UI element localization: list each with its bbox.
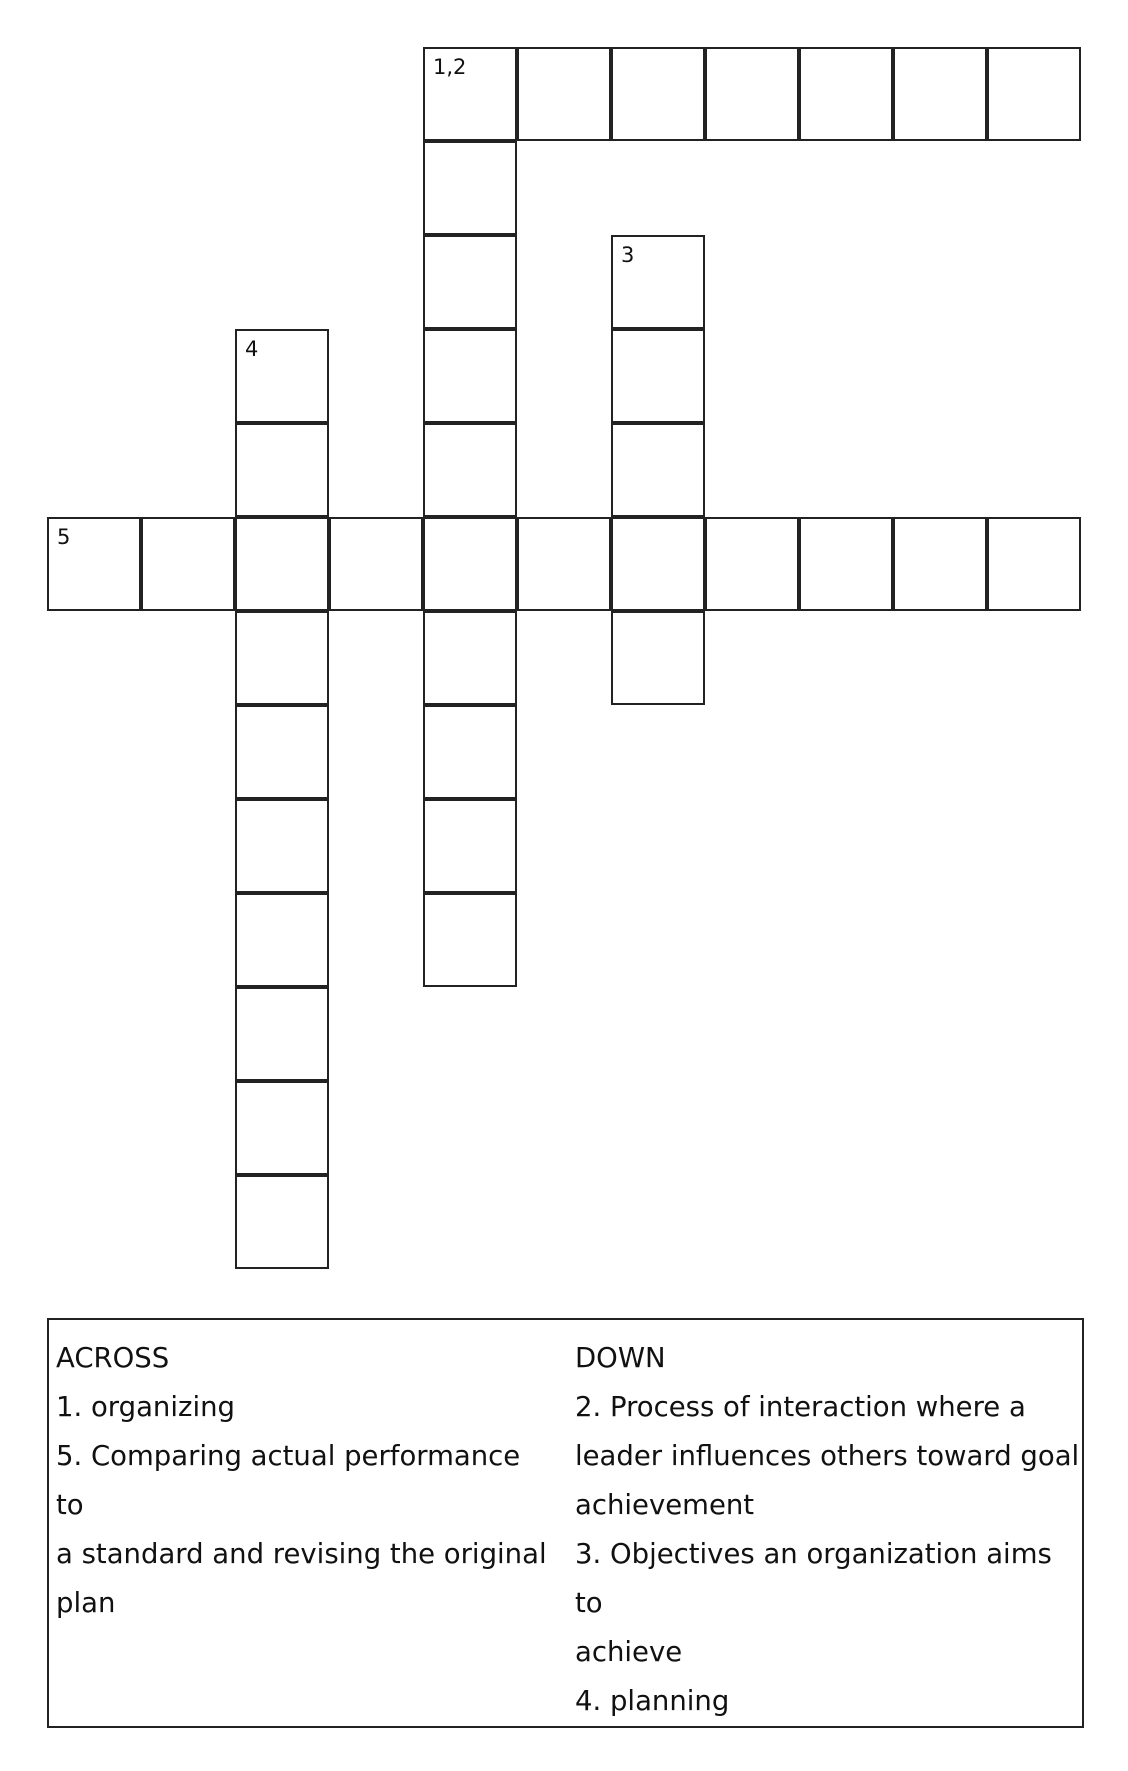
grid-cell[interactable] xyxy=(423,799,517,893)
clue-number: 4 xyxy=(245,337,259,361)
grid-cell[interactable] xyxy=(423,141,517,235)
grid-cell[interactable] xyxy=(235,799,329,893)
clue-box xyxy=(47,1318,1084,1728)
down-clues xyxy=(575,1334,1080,1726)
down-clue-2-line-3: achievement xyxy=(575,1489,755,1521)
grid-cell[interactable] xyxy=(611,423,705,517)
grid-cell[interactable] xyxy=(611,517,705,611)
clue-number: 1,2 xyxy=(433,55,467,79)
across-heading: ACROSS xyxy=(56,1342,170,1374)
grid-cell[interactable] xyxy=(893,47,987,141)
grid-cell[interactable] xyxy=(517,47,611,141)
down-clue-2-line-1: 2. Process of interaction where a xyxy=(575,1391,1026,1423)
down-clue-3-line-1: 3. Objectives an organization aims to xyxy=(575,1538,1052,1619)
grid-cell[interactable] xyxy=(329,517,423,611)
grid-cell[interactable] xyxy=(423,893,517,987)
grid-cell[interactable] xyxy=(423,705,517,799)
grid-cell[interactable] xyxy=(423,611,517,705)
grid-cell[interactable] xyxy=(893,517,987,611)
down-clue-3-line-2: achieve xyxy=(575,1636,683,1668)
down-clue-2-line-2: leader influences others toward goal xyxy=(575,1440,1080,1472)
grid-cell[interactable] xyxy=(235,517,329,611)
down-clue-4: 4. planning xyxy=(575,1685,730,1717)
grid-cell[interactable] xyxy=(611,47,705,141)
grid-cell[interactable] xyxy=(235,329,329,423)
grid-cell[interactable] xyxy=(235,611,329,705)
grid-cell[interactable] xyxy=(235,987,329,1081)
grid-cell[interactable] xyxy=(611,329,705,423)
grid-cell[interactable] xyxy=(235,893,329,987)
across-clues xyxy=(56,1334,556,1628)
grid-cell[interactable] xyxy=(799,47,893,141)
across-clue-5-line-2: a standard and revising the original xyxy=(56,1538,547,1570)
grid-cell[interactable] xyxy=(423,517,517,611)
grid-cell[interactable] xyxy=(423,423,517,517)
grid-cell[interactable] xyxy=(423,235,517,329)
across-clue-5-line-3: plan xyxy=(56,1587,116,1619)
clue-number: 3 xyxy=(621,243,635,267)
grid-cell[interactable] xyxy=(235,1175,329,1269)
across-clue-1: 1. organizing xyxy=(56,1391,235,1423)
grid-cell[interactable] xyxy=(987,47,1081,141)
grid-cell[interactable] xyxy=(235,705,329,799)
grid-cell[interactable] xyxy=(705,517,799,611)
across-clue-5-line-1: 5. Comparing actual performance to xyxy=(56,1440,521,1521)
grid-cell[interactable] xyxy=(987,517,1081,611)
down-heading: DOWN xyxy=(575,1342,666,1374)
clue-number: 5 xyxy=(57,525,71,549)
grid-cell[interactable] xyxy=(517,517,611,611)
grid-cell[interactable] xyxy=(423,47,517,141)
grid-cell[interactable] xyxy=(611,611,705,705)
grid-cell[interactable] xyxy=(235,1081,329,1175)
grid-cell[interactable] xyxy=(705,47,799,141)
grid-cell[interactable] xyxy=(235,423,329,517)
grid-cell[interactable] xyxy=(141,517,235,611)
grid-cell[interactable] xyxy=(47,517,141,611)
grid-cell[interactable] xyxy=(611,235,705,329)
grid-cell[interactable] xyxy=(799,517,893,611)
grid-cell[interactable] xyxy=(423,329,517,423)
